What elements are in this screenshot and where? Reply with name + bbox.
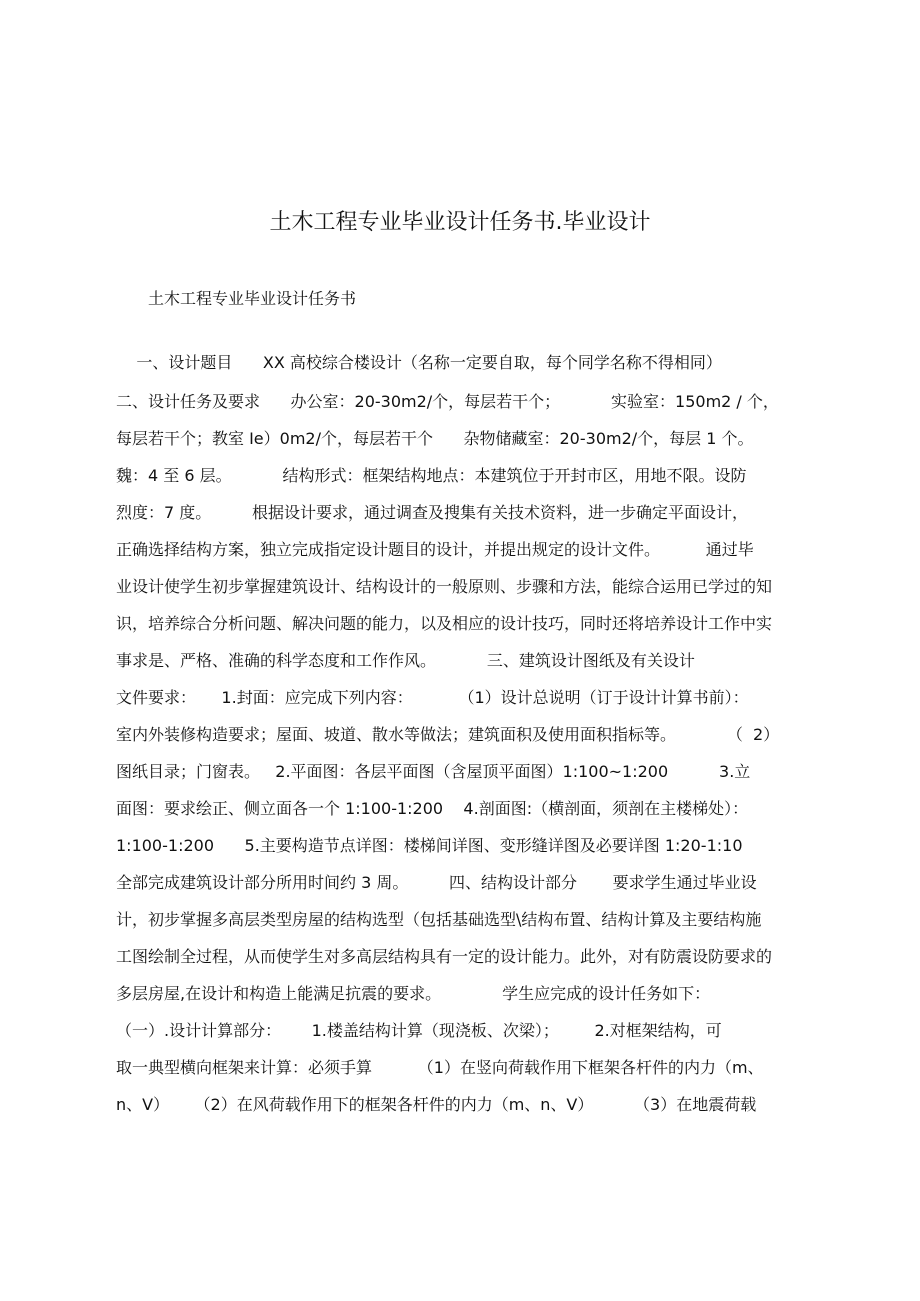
body-line: 事求是、严格、准确的科学态度和工作作风。 三、建筑设计图纸及有关设计 [116,651,695,670]
body-line: 一、设计题目 XX 高校综合楼设计（名称一定要自取，每个同学名称不得相同） [116,353,722,372]
body-line: 业设计使学生初步掌握建筑设计、结构设计的一般原则、步骤和方法，能综合运用已学过的知 [116,577,773,596]
body-line: 多层房屋,在设计和构造上能满足抗震的要求。 学生应完成的设计任务如下： [116,984,711,1003]
body-line: 二、设计任务及要求 办公室：20-30m2/个，每层若干个； 实验室：150m2 / 个， [116,392,779,411]
body-line: n、V） （2）在风荷载作用下的框架各杆件的内力（m、n、V） （3）在地震荷载 [116,1095,757,1114]
body-line: 魏：4 至 6 层。 结构形式：框架结构地点：本建筑位于开封市区，用地不限。设防 [116,466,747,485]
body-line: 图纸目录；门窗表。 2.平面图：各层平面图（含屋顶平面图）1:100~1:200 3.立 [116,762,751,781]
body-line: 面图：要求绘正、侧立面各一个 1:100-1:200 4.剖面图:（横剖面，须剖在主楼梯处）： [116,799,749,818]
body-line: 每层若干个；教室 Ie）0m2/个，每层若干个 杂物储藏室：20-30m2/个，每层 1 个。 [116,429,754,448]
body-line: 全部完成建筑设计部分所用时间约 3 周。 四、结构设计部分 要求学生通过毕业设 [116,873,757,892]
body-line: 1:100-1:200 5.主要构造节点详图：楼梯间详图、变形缝详图及必要详图 1:20-1:10 [116,836,743,855]
body-line: 工图绘制全过程，从而使学生对多高层结构具有一定的设计能力。此外，对有防震设防要求的 [116,947,773,966]
body-line: （一）.设计计算部分： 1.楼盖结构计算（现浇板、次梁）； 2.对框架结构，可 [116,1021,722,1040]
body-line: 文件要求： 1.封面：应完成下列内容： （1）设计总说明（订于设计计算书前）： [116,688,749,707]
document-subtitle: 土木工程专业毕业设计任务书 [148,289,357,308]
body-line: 烈度：7 度。 根据设计要求，通过调查及搜集有关技术资料，进一步确定平面设计， [116,503,748,522]
body-line: 计，初步掌握多高层类型房屋的结构选型（包括基础选型\结构布置、结构计算及主要结构施 [116,910,762,929]
body-line: 室内外装修构造要求；屋面、坡道、散水等做法；建筑面积及使用面积指标等。 （ 2） [116,725,780,744]
body-line: 识，培养综合分析问题、解决问题的能力，以及相应的设计技巧，同时还将培养设计工作中实 [116,614,773,633]
body-line: 取一典型横向框架来计算：必须手算 （1）在竖向荷载作用下框架各杆件的内力（m、 [116,1058,764,1077]
document-title: 土木工程专业毕业设计任务书.毕业设计 [269,210,651,235]
body-line: 正确选择结构方案，独立完成指定设计题目的设计，并提出规定的设计文件。 通过毕 [116,540,754,559]
